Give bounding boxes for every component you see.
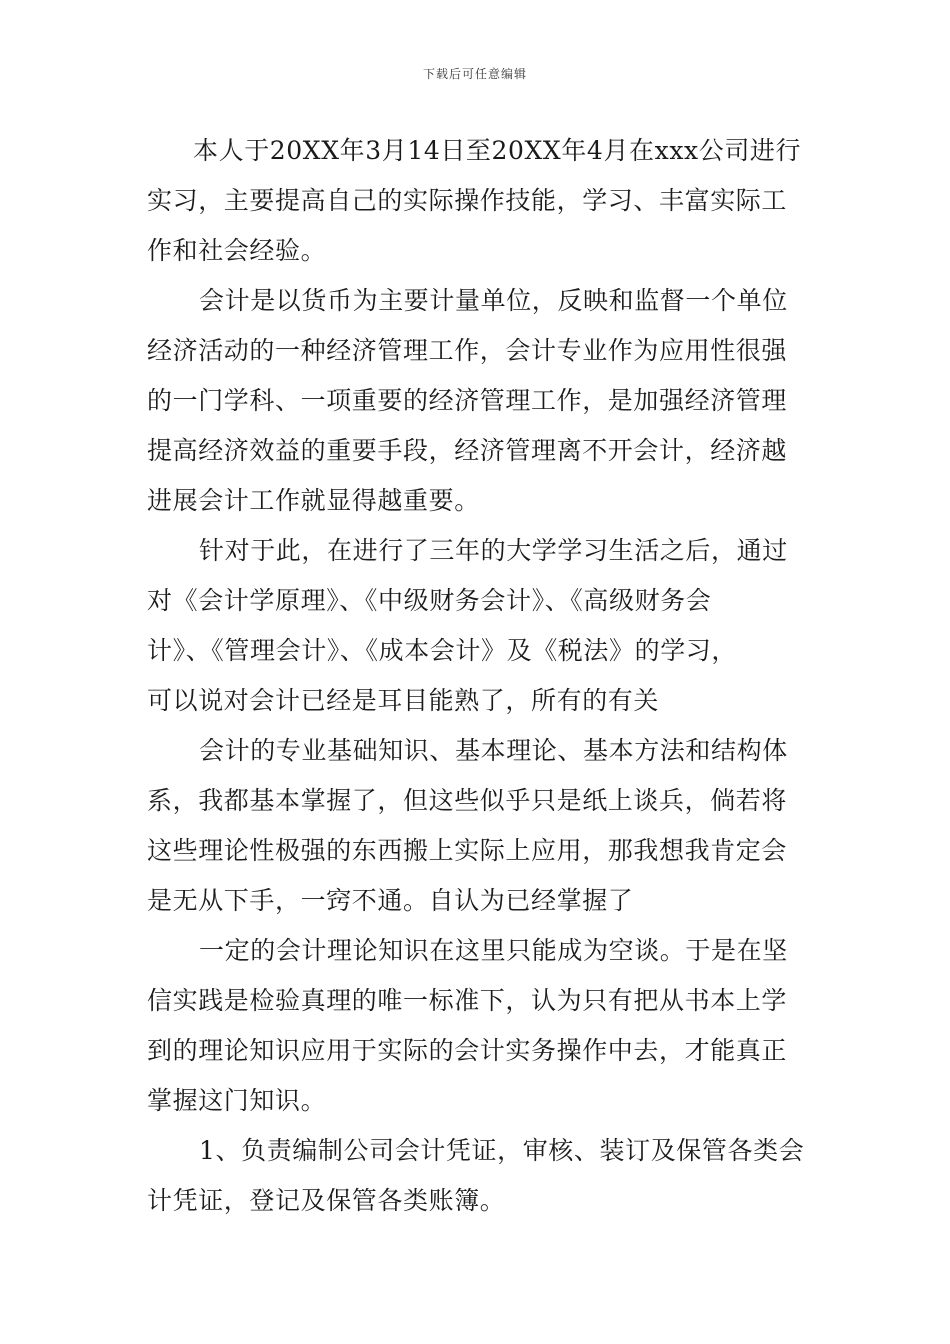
paragraph-line: 会计的专业基础知识、基本理论、基本方法和结构体: [199, 736, 788, 765]
paragraph-line: 可以说对会计已经是耳目能熟了，所有的有关: [147, 686, 660, 715]
paragraph-internship-intro: [147, 126, 807, 276]
paragraph-line: 针对于此，在进行了三年的大学学习生活之后，通过: [199, 536, 788, 565]
paragraph-line: 进展会计工作就显得越重要。: [147, 486, 480, 515]
document-body: [147, 126, 807, 1226]
paragraph-line: 掌握这门知识。: [147, 1086, 327, 1115]
paragraph-line: 对《会计学原理》、《中级财务会计》、《高级财务会: [147, 586, 712, 615]
paragraph-line: 信实践是检验真理的唯一标准下，认为只有把从书本上学: [147, 986, 788, 1015]
paragraph-practice: [147, 926, 807, 1126]
paragraph-line: 计凭证，登记及保管各类账簿。: [147, 1186, 506, 1215]
paragraph-line: 计》、《管理会计》、《成本会计》及《税法》的学习，: [147, 636, 738, 665]
paragraph-line: 是无从下手，一窍不通。自认为已经掌握了: [147, 886, 634, 915]
paragraph-line: 1、负责编制公司会计凭证，审核、装订及保管各类会: [199, 1136, 805, 1165]
paragraph-line: 到的理论知识应用于实际的会计实务操作中去，才能真正: [147, 1036, 788, 1065]
paragraph-line: 本人于20XX年3月14日至20XX年4月在xxx公司进行: [193, 136, 802, 165]
paragraph-line: 的一门学科、一项重要的经济管理工作，是加强经济管理: [147, 386, 788, 415]
paragraph-line: 实习，主要提高自己的实际操作技能，学习、丰富实际工: [147, 186, 788, 215]
paragraph-line: 经济活动的一种经济管理工作，会计专业作为应用性很强: [147, 336, 788, 365]
paragraph-theory-knowledge: [147, 726, 807, 926]
paragraph-duty-item-1: [147, 1126, 807, 1226]
paragraph-accounting-definition: [147, 276, 807, 526]
paragraph-line: 系，我都基本掌握了，但这些似乎只是纸上谈兵，倘若将: [147, 786, 788, 815]
paragraph-line: 作和社会经验。: [147, 236, 327, 265]
paragraph-line: 会计是以货币为主要计量单位，反映和监督一个单位: [199, 286, 788, 315]
paragraph-line: 一定的会计理论知识在这里只能成为空谈。于是在坚: [199, 936, 788, 965]
page-header: 下载后可任意编辑: [422, 67, 527, 81]
paragraph-line: 这些理论性极强的东西搬上实际上应用，那我想我肯定会: [147, 836, 788, 865]
paragraph-course-study: [147, 526, 807, 726]
paragraph-line: 提高经济效益的重要手段，经济管理离不开会计，经济越: [147, 436, 788, 465]
